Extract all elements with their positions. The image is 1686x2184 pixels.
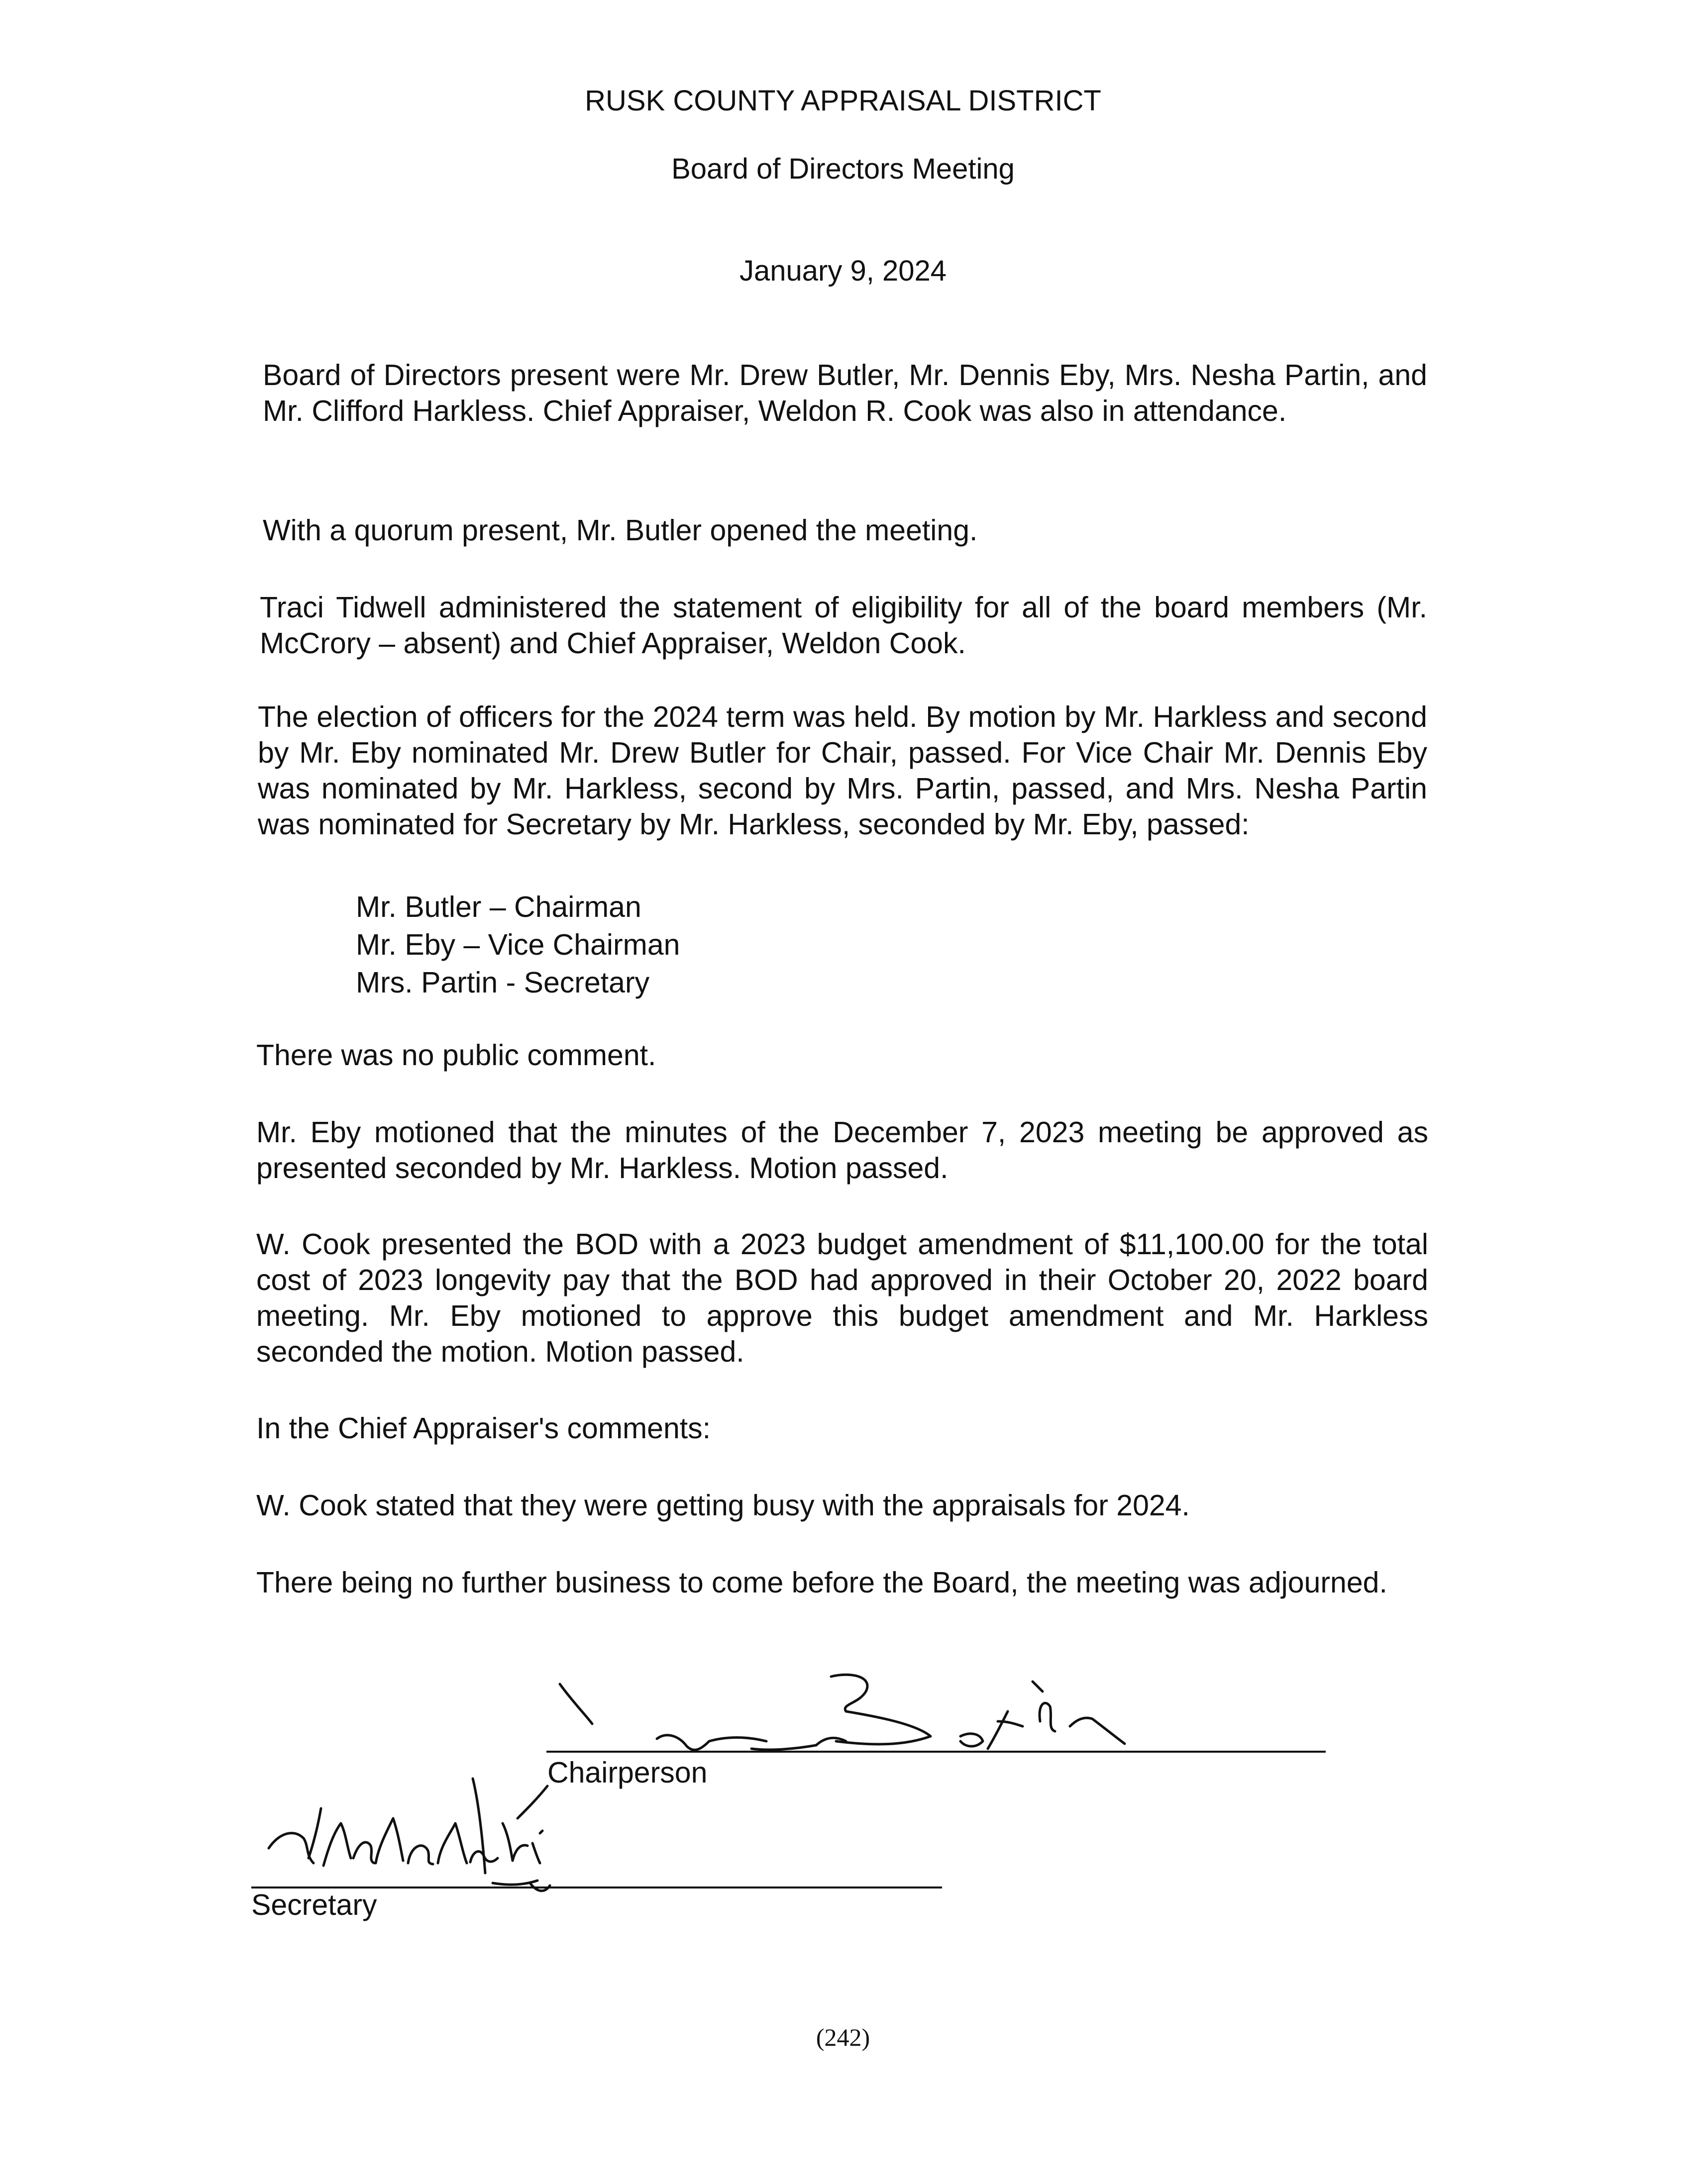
- public-comment-paragraph: There was no public comment.: [256, 1039, 656, 1072]
- chief-comments-intro: In the Chief Appraiser's comments:: [256, 1412, 711, 1445]
- officer-chairman: Mr. Butler – Chairman: [356, 891, 641, 923]
- officer-secretary: Mrs. Partin - Secretary: [356, 966, 650, 999]
- officer-vice-chairman: Mr. Eby – Vice Chairman: [356, 928, 680, 961]
- secretary-signature: [259, 1759, 617, 1908]
- eligibility-paragraph: Traci Tidwell administered the statement of eligibility for all of the board members (Mr. McCrory – absent) and Chief Appraiser, Weldon Cook.: [260, 591, 1427, 660]
- page-number: (242): [816, 2023, 870, 2051]
- chief-comments-paragraph: W. Cook stated that they were getting busy with the appraisals for 2024.: [256, 1489, 1190, 1522]
- quorum-paragraph: With a quorum present, Mr. Butler opened the meeting.: [263, 514, 978, 547]
- meeting-date: January 9, 2024: [739, 255, 947, 287]
- adjournment-paragraph: There being no further business to come before the Board, the meeting was adjourned.: [256, 1566, 1387, 1599]
- organization-heading: RUSK COUNTY APPRAISAL DISTRICT: [585, 85, 1101, 117]
- budget-amendment-paragraph: W. Cook presented the BOD with a 2023 budget amendment of $11,100.00 for the total cost of 2023 longevity pay that the BOD had approved in their October 20, 2022 board meeting. Mr. Eby motioned to approve this budget amendment and Mr. Harkless seconded the motion. Motion passed.: [256, 1228, 1428, 1368]
- officer-list: [356, 888, 953, 1001]
- secretary-label: Secretary: [251, 1888, 377, 1921]
- chairperson-label: Chairperson: [547, 1756, 708, 1789]
- meeting-title: Board of Directors Meeting: [671, 153, 1015, 185]
- chairperson-signature-line: [546, 1751, 1326, 1753]
- minutes-approval-paragraph: Mr. Eby motioned that the minutes of the December 7, 2023 meeting be approved as presented seconded by Mr. Harkless. Motion passed.: [256, 1116, 1428, 1185]
- attendance-paragraph: Board of Directors present were Mr. Drew Butler, Mr. Dennis Eby, Mrs. Nesha Partin, and Mr. Clifford Harkless. Chief Appraiser, Weldon R. Cook was also in attendance.: [263, 359, 1427, 427]
- election-paragraph: The election of officers for the 2024 term was held. By motion by Mr. Harkless and second by Mr. Eby nominated Mr. Drew Butler for Chair, passed. For Vice Chair Mr. Dennis Eby was nominated by Mr. Harkless, second by Mrs. Partin, passed, and Mrs. Nesha Partin was nominated for Secretary by Mr. Harkless, seconded by Mr. Eby, passed:: [258, 700, 1427, 841]
